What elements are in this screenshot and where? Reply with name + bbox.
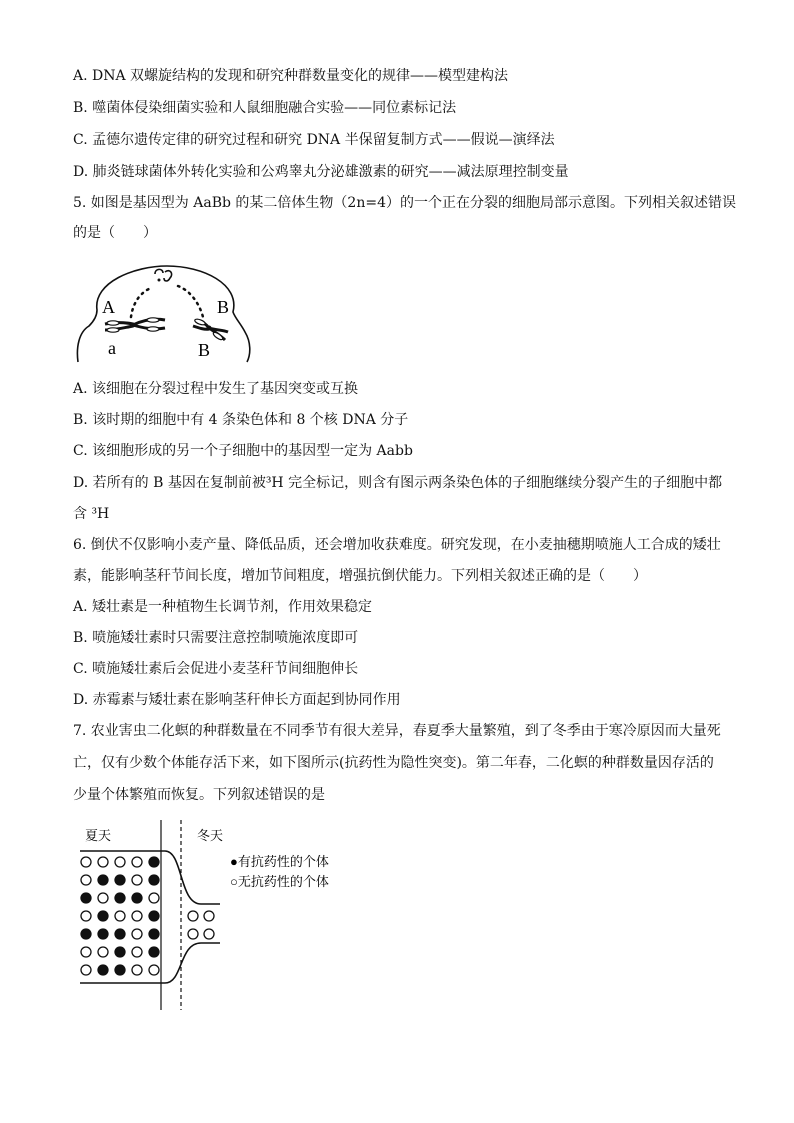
nonresistant-individual	[98, 947, 108, 957]
gene-label-B-top: B	[217, 297, 230, 317]
q4-option-b: B. 噬菌体侵染细菌实验和人鼠细胞融合实验——同位素标记法	[73, 100, 457, 116]
q6-option-a: A. 矮壮素是一种植物生长调节剂，作用效果稳定	[73, 599, 373, 615]
nonresistant-individual	[188, 911, 198, 921]
resistant-individual	[81, 929, 91, 939]
q5-stem-line1: 5. 如图是基因型为 AaBb 的某二倍体生物（2n=4）的一个正在分裂的细胞局部示意图。下列相关叙述错误	[73, 195, 736, 211]
resistant-individual	[149, 875, 159, 885]
resistant-individual	[115, 929, 125, 939]
spindle-fiber-left	[131, 288, 151, 317]
q7-stem-line2: 亡，仅有少数个体能存活下来，如下图所示(抗药性为隐性突变)。第二年春，二化螟的种群数量因存活的	[73, 755, 714, 771]
nonresistant-individual	[98, 857, 108, 867]
resistant-individual	[115, 965, 125, 975]
resistant-individual	[115, 893, 125, 903]
nonresistant-individual	[81, 947, 91, 957]
winter-label: 冬天	[197, 828, 224, 843]
q6-option-d: D. 赤霉素与矮壮素在影响茎秆伸长方面起到协同作用	[73, 692, 401, 708]
q5-option-c: C. 该细胞形成的另一个子细胞中的基因型一定为 Aabb	[73, 443, 413, 459]
nonresistant-individual	[132, 857, 142, 867]
resistant-individual	[115, 947, 125, 957]
resistant-individual	[98, 875, 108, 885]
nonresistant-individual	[204, 911, 214, 921]
nonresistant-individual	[81, 875, 91, 885]
resistant-individual	[149, 929, 159, 939]
spindle-fiber-right	[178, 286, 203, 317]
nonresistant-individual	[188, 929, 198, 939]
gene-label-A: A	[102, 297, 115, 317]
nonresistant-individual	[132, 875, 142, 885]
population-figure	[75, 818, 375, 1013]
resistant-individual	[98, 965, 108, 975]
cell-division-figure	[75, 262, 255, 367]
nonresistant-individual	[132, 965, 142, 975]
q6-stem-line2: 素，能影响茎秆节间长度，增加节间粗度，增强抗倒伏能力。下列相关叙述正确的是（ ）	[73, 568, 647, 584]
nonresistant-individual	[81, 911, 91, 921]
nonresistant-individual	[149, 965, 159, 975]
gene-label-B-bottom: B	[198, 340, 211, 360]
q5-option-d: D. 若所有的 B 基因在复制前被³H 完全标记，则含有图示两条染色体的子细胞继续分裂产生的子细胞中都	[73, 475, 723, 491]
nonresistant-individual	[115, 911, 125, 921]
q5-option-b: B. 该时期的细胞中有 4 条染色体和 8 个核 DNA 分子	[73, 412, 409, 428]
nonresistant-individual	[132, 911, 142, 921]
legend-nonresistant: ○无抗药性的个体	[230, 874, 329, 889]
nonresistant-individual	[132, 929, 142, 939]
q5-option-a: A. 该细胞在分裂过程中发生了基因突变或互换	[73, 381, 359, 397]
resistant-individual	[98, 929, 108, 939]
resistant-individual	[98, 911, 108, 921]
resistant-individual	[115, 875, 125, 885]
resistant-individual	[149, 857, 159, 867]
q4-option-c: C. 孟德尔遗传定律的研究过程和研究 DNA 半保留复制方式——假说—演绎法	[73, 132, 555, 148]
nonresistant-individual	[115, 857, 125, 867]
resistant-individual	[132, 893, 142, 903]
chromosome-right	[193, 318, 228, 341]
q6-option-b: B. 喷施矮壮素时只需要注意控制喷施浓度即可	[73, 630, 359, 646]
nonresistant-individual	[98, 893, 108, 903]
individuals-grid	[81, 857, 214, 975]
chromosome-left	[105, 318, 165, 332]
summer-label: 夏天	[85, 828, 112, 843]
gene-label-a: a	[108, 338, 116, 358]
q6-option-c: C. 喷施矮壮素后会促进小麦茎秆节间细胞伸长	[73, 661, 359, 677]
resistant-individual	[81, 893, 91, 903]
q7-stem-line3: 少量个体繁殖而恢复。下列叙述错误的是	[73, 787, 325, 803]
q4-option-d: D. 肺炎链球菌体外转化实验和公鸡睾丸分泌雄激素的研究——减法原理控制变量	[73, 164, 569, 180]
nonresistant-individual	[81, 965, 91, 975]
nonresistant-individual	[149, 893, 159, 903]
q5-stem-line2: 的是（ ）	[73, 225, 157, 241]
resistant-individual	[149, 911, 159, 921]
nonresistant-individual	[132, 947, 142, 957]
centrosome	[155, 269, 172, 281]
q5-option-d-cont: 含 ³H	[73, 506, 110, 522]
q7-stem-line1: 7. 农业害虫二化螟的种群数量在不同季节有很大差异，春夏季大量繁殖，到了冬季由于寒冷原因而大量死	[73, 723, 721, 739]
q6-stem-line1: 6. 倒伏不仅影响小麦产量、降低品质，还会增加收获难度。研究发现，在小麦抽穗期喷施人工合成的矮壮	[73, 537, 721, 553]
resistant-individual	[149, 947, 159, 957]
q4-option-a: A. DNA 双螺旋结构的发现和研究种群数量变化的规律——模型建构法	[73, 68, 509, 84]
nonresistant-individual	[204, 929, 214, 939]
legend-resistant: ●有抗药性的个体	[230, 854, 329, 869]
nonresistant-individual	[81, 857, 91, 867]
